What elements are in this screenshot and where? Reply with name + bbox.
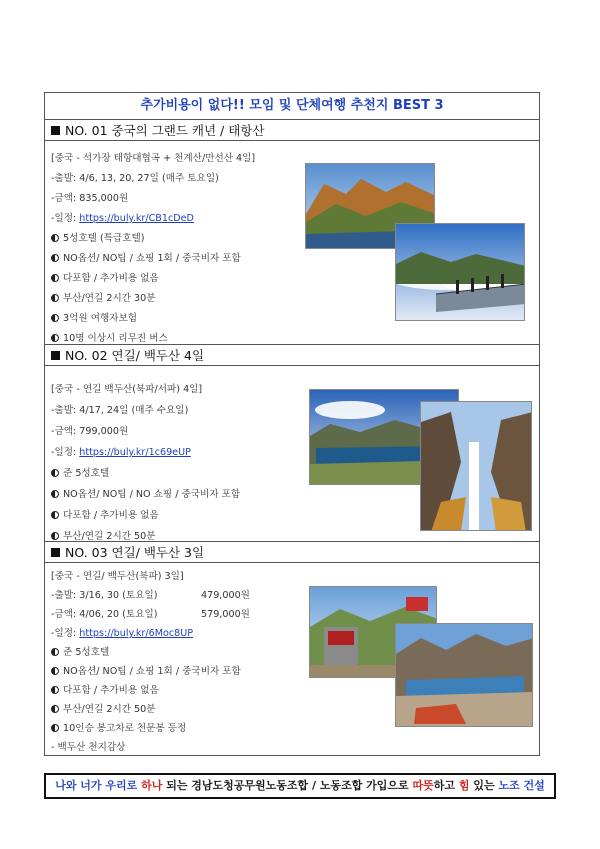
section-1-feature (51, 250, 241, 264)
section-1-itinerary (51, 210, 194, 224)
section-2-feature (51, 528, 156, 542)
half-circle-bullet-icon (51, 469, 59, 477)
section-2-title: NO. 02 연길/ 백두산 4일 (65, 348, 205, 363)
section-3-feature (51, 663, 241, 677)
feature-text: NO옵션/ NO팁 / 쇼핑 1회 / 중국비자 포함 (63, 666, 241, 677)
section-1-departure: -출발: 4/6, 13, 20, 27일 (매주 토요일) (51, 173, 219, 184)
section-3-itinerary-link[interactable]: https://buly.kr/6Moc8UP (79, 628, 194, 639)
footer-text: 하고 (433, 779, 459, 792)
price-2: 579,000원 (201, 609, 250, 620)
section-2-feature (51, 465, 109, 479)
section-3-feature (51, 682, 159, 696)
price-label: -금액: 4/06, 20 (토요일) (51, 609, 158, 620)
price-1: 479,000원 (201, 590, 250, 601)
section-2-price: -금액: 799,000원 (51, 426, 129, 437)
itinerary-label: -일정: (51, 213, 80, 224)
footer-highlight: 하나 (141, 779, 163, 792)
section-3-feature (51, 720, 186, 734)
section-3-note: - 백두산 천지감상 (51, 742, 126, 753)
waterfall-photo (420, 401, 532, 531)
section-1-itinerary-link[interactable]: https://buly.kr/CB1cDeD (79, 213, 194, 224)
page-title: 추가비용이 없다!! 모임 및 단체여행 추천지 BEST 3 (45, 93, 539, 120)
half-circle-bullet-icon (51, 667, 59, 675)
section-1-heading (45, 119, 539, 141)
section-3-itinerary (51, 625, 193, 639)
feature-text: 준 5성호텔 (63, 647, 110, 658)
section-3-price (51, 606, 250, 620)
section-1-feature (51, 270, 159, 284)
departure-text: -출발: 3/16, 30 (토요일) (51, 590, 158, 601)
section-2-itinerary (51, 444, 191, 458)
half-circle-bullet-icon (51, 294, 59, 302)
section-1-feature (51, 290, 156, 304)
section-1-price: -금액: 835,000원 (51, 193, 129, 204)
feature-text: 5성호텔 (특급호텔) (63, 233, 145, 244)
footer-banner (44, 773, 556, 799)
half-circle-bullet-icon (51, 724, 59, 732)
feature-text: 준 5성호텔 (63, 468, 110, 479)
half-circle-bullet-icon (51, 511, 59, 519)
footer-text: 나와 너가 우리로 (55, 779, 142, 792)
feature-text: 다포함 / 추가비용 없음 (63, 273, 159, 284)
document-frame (44, 92, 540, 756)
section-2-departure: -출발: 4/17, 24일 (매주 수요일) (51, 405, 189, 416)
footer-highlight: 힘 (458, 779, 470, 792)
half-circle-bullet-icon (51, 705, 59, 713)
square-bullet-icon (51, 548, 60, 557)
footer-highlight: 따뜻 (412, 779, 434, 792)
half-circle-bullet-icon (51, 532, 59, 540)
square-bullet-icon (51, 126, 60, 135)
feature-text: 부산/연길 2시간 50분 (63, 704, 156, 715)
half-circle-bullet-icon (51, 334, 59, 342)
footer-text: 있는 (469, 779, 499, 792)
half-circle-bullet-icon (51, 254, 59, 262)
half-circle-bullet-icon (51, 648, 59, 656)
section-2-subtitle: [중국 - 연길 백두산(북파/서파) 4일] (51, 384, 203, 395)
section-2-heading (45, 344, 539, 366)
feature-text: 10명 이상시 리무진 버스 (63, 333, 168, 344)
section-3-feature (51, 701, 156, 715)
half-circle-bullet-icon (51, 274, 59, 282)
itinerary-label: -일정: (51, 628, 80, 639)
feature-text: 3억원 여행자보험 (63, 313, 138, 324)
section-3-heading (45, 541, 539, 563)
glass-walkway-photo (395, 223, 525, 321)
itinerary-label: -일정: (51, 447, 80, 458)
section-1-subtitle: [중국 - 석가장 태항대협곡 + 천계산/만선산 4일] (51, 153, 256, 164)
feature-text: NO옵션/ NO팁 / NO 쇼핑 / 중국비자 포함 (63, 489, 241, 500)
volcanic-crater-photo (395, 623, 533, 727)
feature-text: 다포함 / 추가비용 없음 (63, 685, 159, 696)
feature-text: 부산/연길 2시간 50분 (63, 531, 156, 542)
half-circle-bullet-icon (51, 686, 59, 694)
section-2-feature (51, 486, 240, 500)
feature-text: 다포함 / 추가비용 없음 (63, 510, 159, 521)
section-1-feature (51, 310, 137, 324)
section-2-feature (51, 507, 159, 521)
footer-highlight: 노조 건설 (498, 779, 545, 792)
section-1-title: NO. 01 중국의 그랜드 캐년 / 태항산 (65, 123, 265, 138)
footer-text: 되는 경남도청공무원노동조합 / 노동조합 가입으로 (162, 779, 413, 792)
feature-text: 부산/연길 2시간 30분 (63, 293, 156, 304)
section-3-subtitle: [중국 - 연길/ 백두산(북파) 3일] (51, 571, 184, 582)
section-2-itinerary-link[interactable]: https://buly.kr/1c69eUP (79, 447, 191, 458)
feature-text: 10인승 봉고차로 천문봉 등정 (63, 723, 187, 734)
section-1-feature (51, 230, 145, 244)
section-3-feature (51, 644, 109, 658)
half-circle-bullet-icon (51, 490, 59, 498)
feature-text: NO옵션/ NO팁 / 쇼핑 1회 / 중국비자 포함 (63, 253, 241, 264)
half-circle-bullet-icon (51, 314, 59, 322)
section-1-feature (51, 330, 168, 344)
square-bullet-icon (51, 351, 60, 360)
section-3-departure (51, 587, 250, 601)
half-circle-bullet-icon (51, 234, 59, 242)
section-3-title: NO. 03 연길/ 백두산 3일 (65, 545, 205, 560)
